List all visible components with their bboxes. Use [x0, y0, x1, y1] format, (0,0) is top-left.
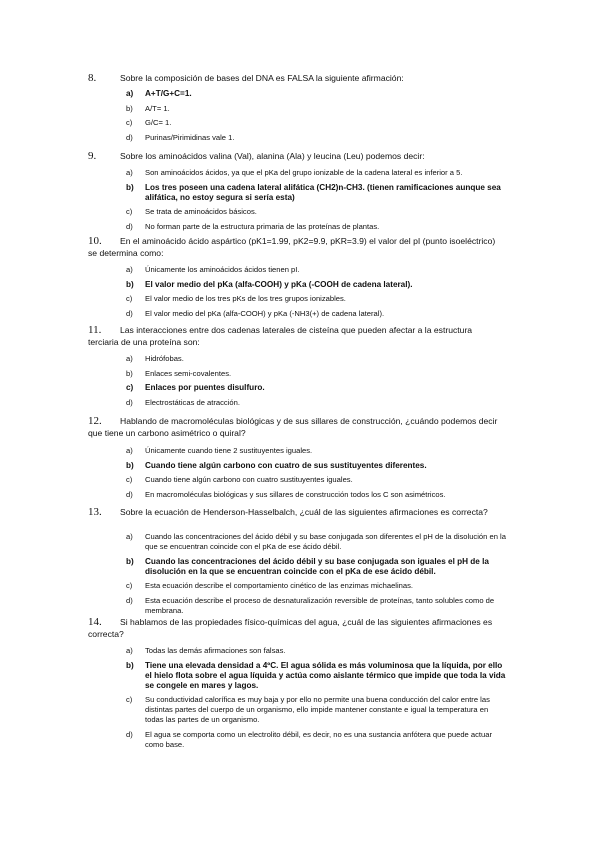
question-text: En el aminoácido ácido aspártico (pK1=1.99, pK2=9.9, pKR=3.9) el valor del pI (punto isoeléctrico) se determina como:: [88, 236, 496, 258]
option-text: Cuando tiene algún carbono con cuatro de sus sustituyentes diferentes.: [145, 460, 427, 470]
option: [126, 730, 506, 750]
option-letter: c): [126, 581, 133, 591]
option-letter: d): [126, 132, 133, 142]
option-text: A+T/G+C=1.: [145, 89, 192, 98]
option-text: Únicamente cuando tiene 2 sustituyentes iguales.: [145, 446, 313, 455]
question-number: 9.: [88, 150, 97, 162]
option: [126, 596, 506, 616]
option-correct: [126, 461, 506, 471]
option-correct: [126, 557, 506, 577]
question-14: [88, 617, 498, 640]
question-10-options: [126, 265, 506, 323]
option-letter: a): [126, 354, 133, 363]
option-letter: b): [126, 103, 133, 113]
option-text: Enlaces semi-covalentes.: [145, 368, 232, 378]
option: [126, 118, 506, 128]
option: [126, 581, 506, 591]
option-letter: b): [126, 182, 134, 192]
question-9-options: [126, 168, 506, 236]
option-text: Cuando las concentraciones del ácido débil y su base conjugada son iguales el pH de la disolución en la que se encuentran coincide con el pKa de ese ácido débil.: [145, 556, 489, 576]
question-12-options: [126, 446, 506, 504]
question-8-options: [126, 89, 506, 147]
option-text: El agua se comporta como un electrolito débil, es decir, no es una sustancia anfótera que puede actuar como base.: [145, 729, 492, 749]
option-letter: a): [126, 646, 133, 655]
question-11: [88, 325, 498, 348]
option-letter: a): [126, 168, 133, 177]
question-number: 12.: [88, 415, 102, 427]
option-letter: c): [126, 475, 133, 485]
option-letter: b): [126, 460, 134, 470]
question-12: [88, 416, 498, 439]
option-text: Se trata de aminoácidos básicos.: [145, 207, 257, 217]
option-text: Esta ecuación describe el proceso de desnaturalización reversible de proteínas, tanto solubles como de membrana.: [145, 595, 495, 615]
question-13-options: [126, 532, 506, 620]
option: [126, 475, 506, 485]
question-text: Hablando de macromoléculas biológicas y de sus sillares de construcción, ¿cuándo podemos decir que tiene un carbono asimétrico o quiral?: [88, 416, 498, 438]
option-letter: c): [126, 118, 133, 128]
question-text: Sobre la ecuación de Henderson-Hasselbalch, ¿cuál de las siguientes afirmaciones es correcta?: [120, 507, 488, 517]
option-text: Todas las demás afirmaciones son falsas.: [145, 646, 286, 655]
option-letter: a): [126, 89, 134, 98]
option-text: En macromoléculas biológicas y sus sillares de construcción todos los C son asimétricos.: [145, 489, 446, 499]
option-letter: c): [126, 383, 134, 393]
option-correct: [126, 89, 506, 99]
option: [126, 354, 506, 364]
option-text: Purinas/Pirimidinas vale 1.: [145, 132, 235, 142]
option-letter: c): [126, 294, 133, 304]
question-13: [88, 507, 498, 519]
option-correct: [126, 183, 506, 203]
question-11-options: [126, 354, 506, 412]
option-letter: a): [126, 532, 133, 541]
question-14-options: [126, 646, 506, 754]
option-correct: [126, 280, 506, 290]
option-letter: d): [126, 397, 133, 407]
option-letter: d): [126, 489, 133, 499]
option-text: El valor medio de los tres pKs de los tres grupos ionizables.: [145, 294, 346, 304]
option-text: Enlaces por puentes disulfuro.: [145, 383, 265, 393]
option: [126, 104, 506, 114]
option-letter: a): [126, 446, 133, 455]
question-8: [88, 73, 498, 85]
option-text: Tiene una elevada densidad a 4ºC. El agua sólida es más voluminosa que la líquida, por ello el hielo flota sobre el agua líquida y actúa como aislante térmico que impide que toda la vida se congele en mares y lagos.: [145, 660, 506, 690]
question-number: 11.: [88, 324, 102, 336]
question-text: Sobre la composición de bases del DNA es FALSA la siguiente afirmación:: [120, 73, 404, 83]
option: [126, 168, 506, 178]
option-letter: c): [126, 207, 133, 217]
option-text: Hidrófobas.: [145, 354, 184, 363]
question-text: Si hablamos de las propiedades físico-químicas del agua, ¿cuál de las siguientes afirmaciones es correcta?: [88, 617, 493, 639]
option: [126, 490, 506, 500]
option-text: Su conductividad calorífica es muy baja y por ello no permite una buena conducción del calor entre las distintas partes del cuerpo de un organismo, ello impide mantener constante e igual la temperatura en todas las partes de un organismo.: [145, 695, 490, 725]
option: [126, 646, 506, 656]
option: [126, 294, 506, 304]
option-correct: [126, 661, 506, 691]
option-text: No forman parte de la estructura primaria de las proteínas de plantas.: [145, 221, 380, 231]
option-text: G/C= 1.: [145, 118, 172, 128]
option: [126, 222, 506, 232]
option-letter: d): [126, 221, 133, 231]
question-text: Las interacciones entre dos cadenas laterales de cisteína que pueden afectar a la estructura terciaria de una proteína son:: [88, 325, 473, 347]
option-letter: b): [126, 279, 134, 289]
option: [126, 309, 506, 319]
option-text: El valor medio del pKa (alfa-COOH) y pKa (-NH3(+) de cadena lateral).: [145, 308, 385, 318]
option-letter: b): [126, 368, 133, 378]
option-text: Cuando las concentraciones del ácido débil y su base conjugada son diferentes el pH de la disolución en la que se encuentran coincide con el pKa de ese ácido débil.: [145, 532, 506, 551]
option-letter: c): [126, 695, 133, 705]
question-text: Sobre los aminoácidos valina (Val), alanina (Ala) y leucina (Leu) podemos decir:: [120, 151, 425, 161]
option: [126, 398, 506, 408]
option-letter: b): [126, 556, 134, 566]
option-text: Los tres poseen una cadena lateral alifática (CH2)n-CH3. (tienen ramificaciones aunque sea alifática, no estoy segura si sería esta): [145, 182, 501, 202]
question-number: 8.: [88, 72, 97, 84]
option: [126, 265, 506, 275]
option-letter: d): [126, 308, 133, 318]
option-text: Esta ecuación describe el comportamiento cinético de las enzimas michaelinas.: [145, 581, 414, 591]
option: [126, 369, 506, 379]
option-letter: d): [126, 729, 133, 739]
question-number: 14.: [88, 616, 102, 628]
option-letter: a): [126, 265, 133, 274]
option-letter: b): [126, 660, 134, 670]
question-number: 10.: [88, 235, 102, 247]
question-9: [88, 151, 498, 163]
option: [126, 532, 506, 552]
option: [126, 207, 506, 217]
question-number: 13.: [88, 506, 102, 518]
option: [126, 446, 506, 456]
question-10: [88, 236, 498, 259]
option-text: A/T= 1.: [145, 103, 170, 113]
option-text: Únicamente los aminoácidos ácidos tienen pI.: [145, 265, 300, 274]
option-text: Electrostáticas de atracción.: [145, 397, 240, 407]
option-letter: d): [126, 595, 133, 605]
option-text: El valor medio del pKa (alfa-COOH) y pKa (-COOH de cadena lateral).: [145, 279, 413, 289]
option: [126, 133, 506, 143]
option-text: Son aminoácidos ácidos, ya que el pKa del grupo ionizable de la cadena lateral es inferior a 5.: [145, 168, 463, 177]
option-text: Cuando tiene algún carbono con cuatro sustituyentes iguales.: [145, 475, 353, 485]
option: [126, 695, 506, 725]
option-correct: [126, 383, 506, 393]
